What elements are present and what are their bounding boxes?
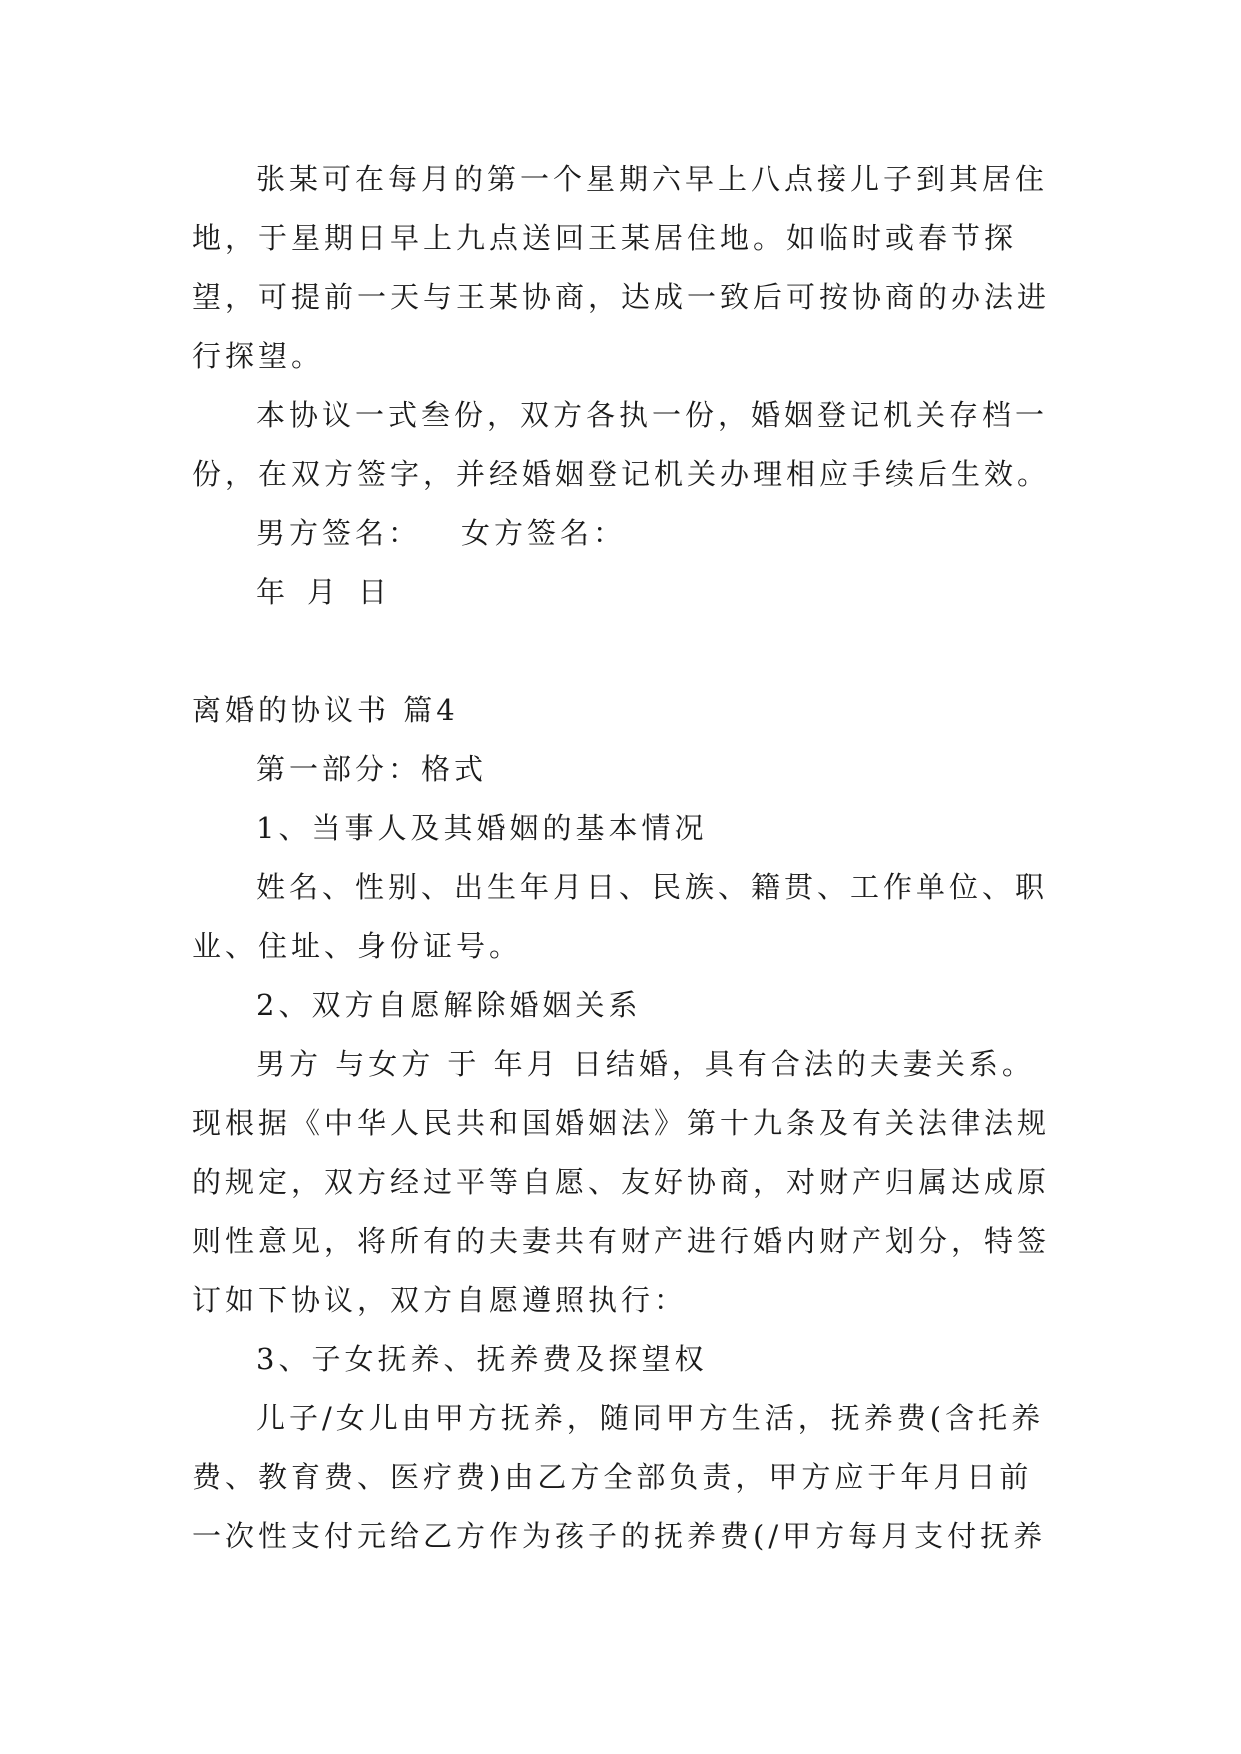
paragraph-visitation: 张某可在每月的第一个星期六早上八点接儿子到其居住地，于星期日早上九点送回王某居住地。如临时或春节探望，可提前一天与王某协商，达成一致后可按协商的办法进行探望。	[192, 162, 1051, 373]
document-page	[192, 150, 1062, 1566]
item1-body: 姓名、性别、出生年月日、民族、籍贯、工作单位、职业、住址、身份证号。	[192, 870, 1049, 963]
date-line	[192, 563, 1062, 622]
section-title: 离婚的协议书 篇4	[192, 693, 459, 727]
female-signature-label: 女方签名：	[461, 516, 627, 550]
item3-title: 3、子女抚养、抚养费及探望权	[256, 1342, 708, 1376]
date-day: 日	[358, 575, 392, 609]
male-signature-label: 男方签名：	[256, 516, 422, 550]
date-year: 年	[256, 575, 290, 609]
date-month: 月	[307, 575, 341, 609]
item2-body: 男方 与女方 于 年月 日结婚，具有合法的夫妻关系。现根据《中华人民共和国婚姻法》第十九条及有关法律法规的规定，双方经过平等自愿、友好协商，对财产归属达成原则性意见，将所有的夫妻共有财产进行婚内财产划分，特签订如下协议，双方自愿遵照执行：	[192, 1047, 1051, 1317]
item3-body: 儿子/女儿由甲方抚养，随同甲方生活，抚养费(含托养费、教育费、医疗费)由乙方全部负责，甲方应于年月日前一次性支付元给乙方作为孩子的抚养费(/甲方每月支付抚养	[192, 1401, 1047, 1553]
part-one-heading: 第一部分：格式	[256, 752, 488, 786]
item2-title: 2、双方自愿解除婚姻关系	[256, 988, 642, 1022]
signature-line	[192, 504, 1062, 563]
paragraph-copies: 本协议一式叁份，双方各执一份，婚姻登记机关存档一份，在双方签字，并经婚姻登记机关办理相应手续后生效。	[192, 398, 1051, 491]
item1-title: 1、当事人及其婚姻的基本情况	[256, 811, 708, 845]
section-spacer	[192, 622, 1062, 681]
